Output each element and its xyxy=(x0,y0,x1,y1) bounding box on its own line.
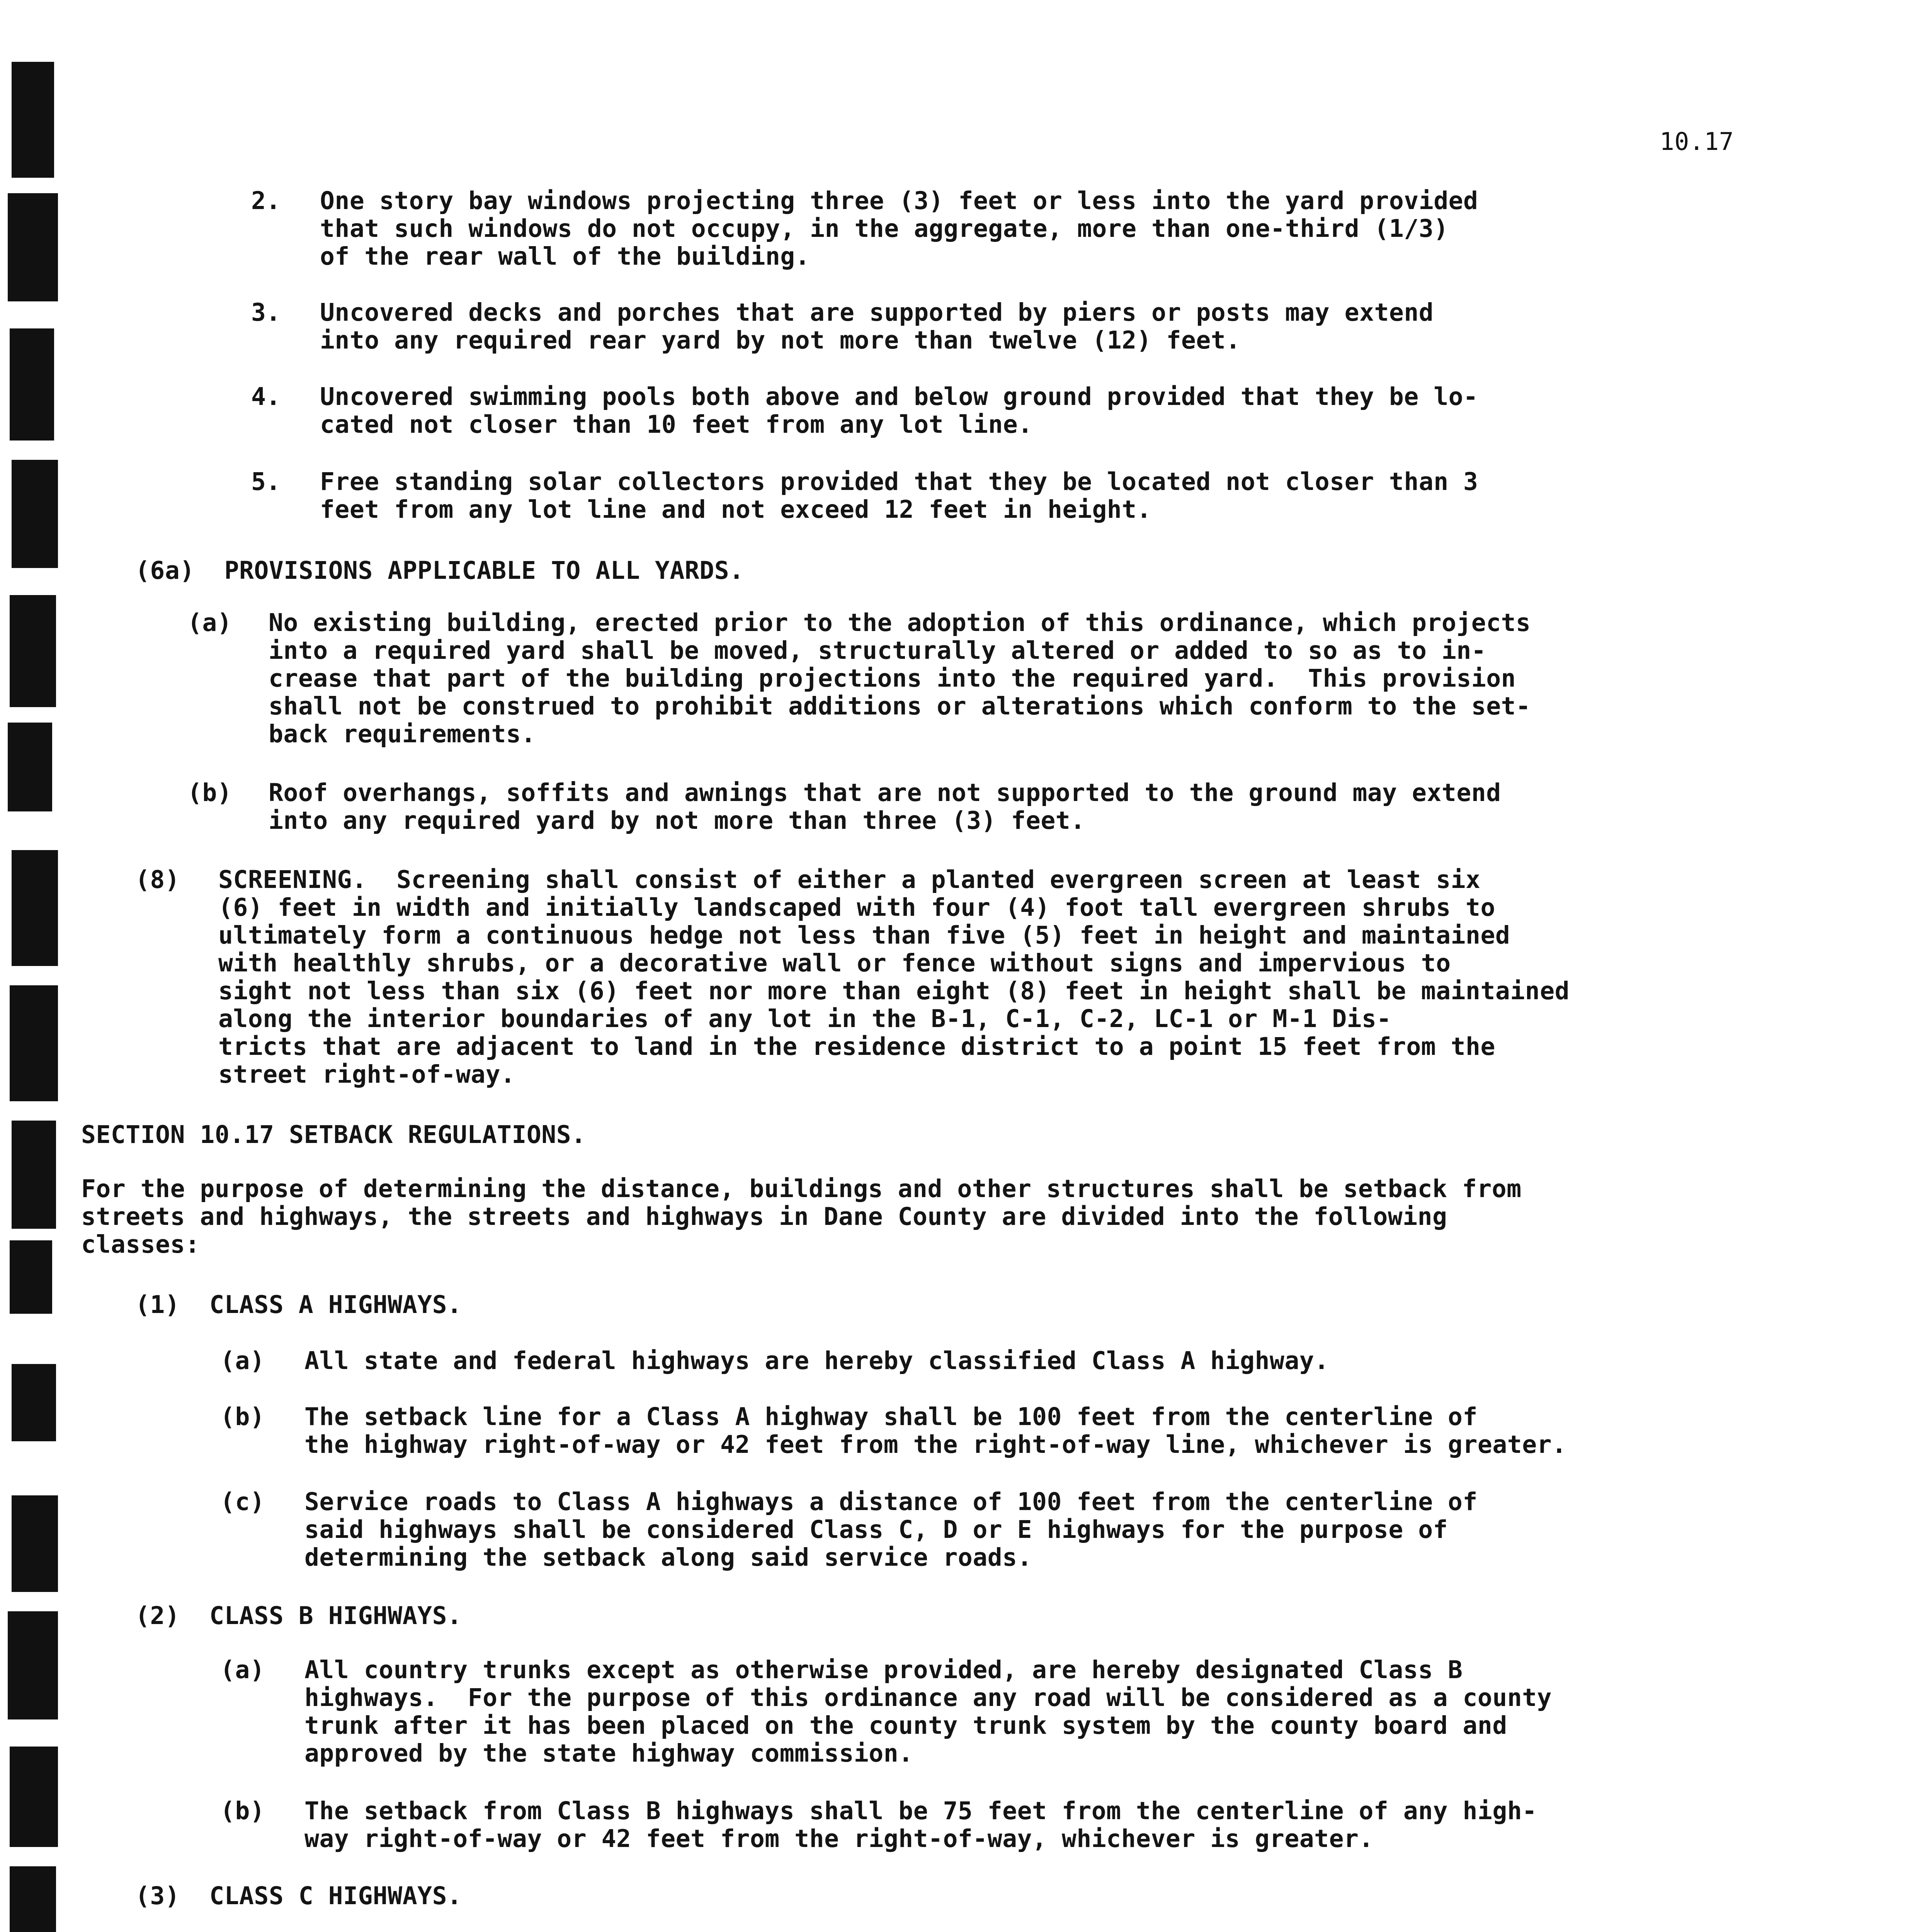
paragraph-line: street right-of-way. xyxy=(218,1060,515,1088)
clause-text-line: trunk after it has been placed on the county trunk system by the county board and xyxy=(304,1711,1507,1740)
list-item-text-line: Uncovered swimming pools both above and below ground provided that they be lo- xyxy=(320,383,1478,411)
class-heading: (1) CLASS A HIGHWAYS. xyxy=(135,1291,462,1319)
list-item-number: 5. xyxy=(251,468,281,496)
paragraph-line: SCREENING. Screening shall consist of either a planted evergreen screen at least six xyxy=(218,866,1481,894)
clause-text-line: crease that part of the building projections into the required yard. This provision xyxy=(269,664,1516,692)
list-item-text-line: Free standing solar collectors provided that they be located not closer than 3 xyxy=(320,468,1478,496)
section-number-header: 10.17 xyxy=(1660,128,1734,156)
section-title: SECTION 10.17 SETBACK REGULATIONS. xyxy=(81,1121,586,1149)
list-item-number: 3. xyxy=(251,298,281,327)
clause-text-line: shall not be construed to prohibit additions or alterations which conform to the set- xyxy=(269,692,1531,720)
list-item-text-line: Uncovered decks and porches that are supported by piers or posts may extend xyxy=(320,298,1434,327)
intro-line: classes: xyxy=(81,1230,200,1259)
paragraph-line: (6) feet in width and initially landscaped with four (4) foot tall evergreen shrubs to xyxy=(218,893,1495,922)
class-heading: (2) CLASS B HIGHWAYS. xyxy=(135,1602,462,1630)
subsection-label: (8) xyxy=(135,866,180,894)
clause-text-line: into any required yard by not more than three (3) feet. xyxy=(269,806,1085,835)
list-item-number: 4. xyxy=(251,383,281,411)
list-item-text-line: of the rear wall of the building. xyxy=(320,242,810,270)
class-heading: (3) CLASS C HIGHWAYS. xyxy=(135,1882,462,1910)
list-item-text-line: cated not closer than 10 feet from any lot line. xyxy=(320,410,1033,439)
intro-line: streets and highways, the streets and highways in Dane County are divided into the following xyxy=(81,1202,1447,1231)
list-item-text-line: into any required rear yard by not more than twelve (12) feet. xyxy=(320,326,1241,354)
list-item-text-line: that such windows do not occupy, in the aggregate, more than one-third (1/3) xyxy=(320,214,1449,243)
clause-text-line: said highways shall be considered Class C, D or E highways for the purpose of xyxy=(304,1515,1448,1544)
clause-text-line: Service roads to Class A highways a distance of 100 feet from the centerline of xyxy=(304,1488,1478,1516)
clause-label: (c) xyxy=(220,1488,265,1516)
clause-text-line: determining the setback along said service roads. xyxy=(304,1543,1032,1571)
list-item-number: 2. xyxy=(251,187,281,215)
list-item-text-line: One story bay windows projecting three (3) feet or less into the yard provided xyxy=(320,187,1478,215)
clause-label: (b) xyxy=(187,779,232,807)
clause-label: (b) xyxy=(220,1403,265,1431)
list-item-text-line: feet from any lot line and not exceed 12 feet in height. xyxy=(320,495,1152,524)
paragraph-line: tricts that are adjacent to land in the residence district to a point 15 feet from the xyxy=(218,1032,1495,1061)
clause-label: (b) xyxy=(220,1797,265,1825)
clause-text-line: Roof overhangs, soffits and awnings that are not supported to the ground may extend xyxy=(269,779,1501,807)
paragraph-line: ultimately form a continuous hedge not less than five (5) feet in height and maintained xyxy=(218,921,1510,949)
paragraph-line: along the interior boundaries of any lot in the B-1, C-1, C-2, LC-1 or M-1 Dis- xyxy=(218,1005,1391,1033)
clause-label: (a) xyxy=(187,609,232,637)
clause-text-line: way right-of-way or 42 feet from the right-of-way, whichever is greater. xyxy=(304,1825,1374,1853)
clause-text-line: into a required yard shall be moved, structurally altered or added to so as to in- xyxy=(269,636,1486,665)
clause-text-line: All country trunks except as otherwise provided, are hereby designated Class B xyxy=(304,1656,1463,1684)
clause-label: (a) xyxy=(220,1656,265,1684)
clause-label: (a) xyxy=(220,1347,265,1375)
intro-line: For the purpose of determining the distance, buildings and other structures shall be setback from xyxy=(81,1175,1522,1203)
paragraph-line: sight not less than six (6) feet nor more than eight (8) feet in height shall be maintained xyxy=(218,977,1570,1005)
subsection-heading: (6a) PROVISIONS APPLICABLE TO ALL YARDS. xyxy=(135,556,744,585)
clause-text-line: highways. For the purpose of this ordinance any road will be considered as a county xyxy=(304,1684,1552,1712)
clause-text-line: The setback line for a Class A highway shall be 100 feet from the centerline of xyxy=(304,1403,1478,1431)
clause-text-line: No existing building, erected prior to the adoption of this ordinance, which projects xyxy=(269,609,1531,637)
binding-holes-strip xyxy=(0,0,77,1932)
paragraph-line: with healthly shrubs, or a decorative wall or fence without signs and impervious to xyxy=(218,949,1451,977)
clause-text-line: the highway right-of-way or 42 feet from the right-of-way line, whichever is greater. xyxy=(304,1430,1567,1459)
clause-text-line: approved by the state highway commission. xyxy=(304,1739,913,1767)
clause-text-line: back requirements. xyxy=(269,720,536,748)
clause-text-line: All state and federal highways are hereby classified Class A highway. xyxy=(304,1347,1329,1375)
clause-text-line: The setback from Class B highways shall be 75 feet from the centerline of any high- xyxy=(304,1797,1537,1825)
